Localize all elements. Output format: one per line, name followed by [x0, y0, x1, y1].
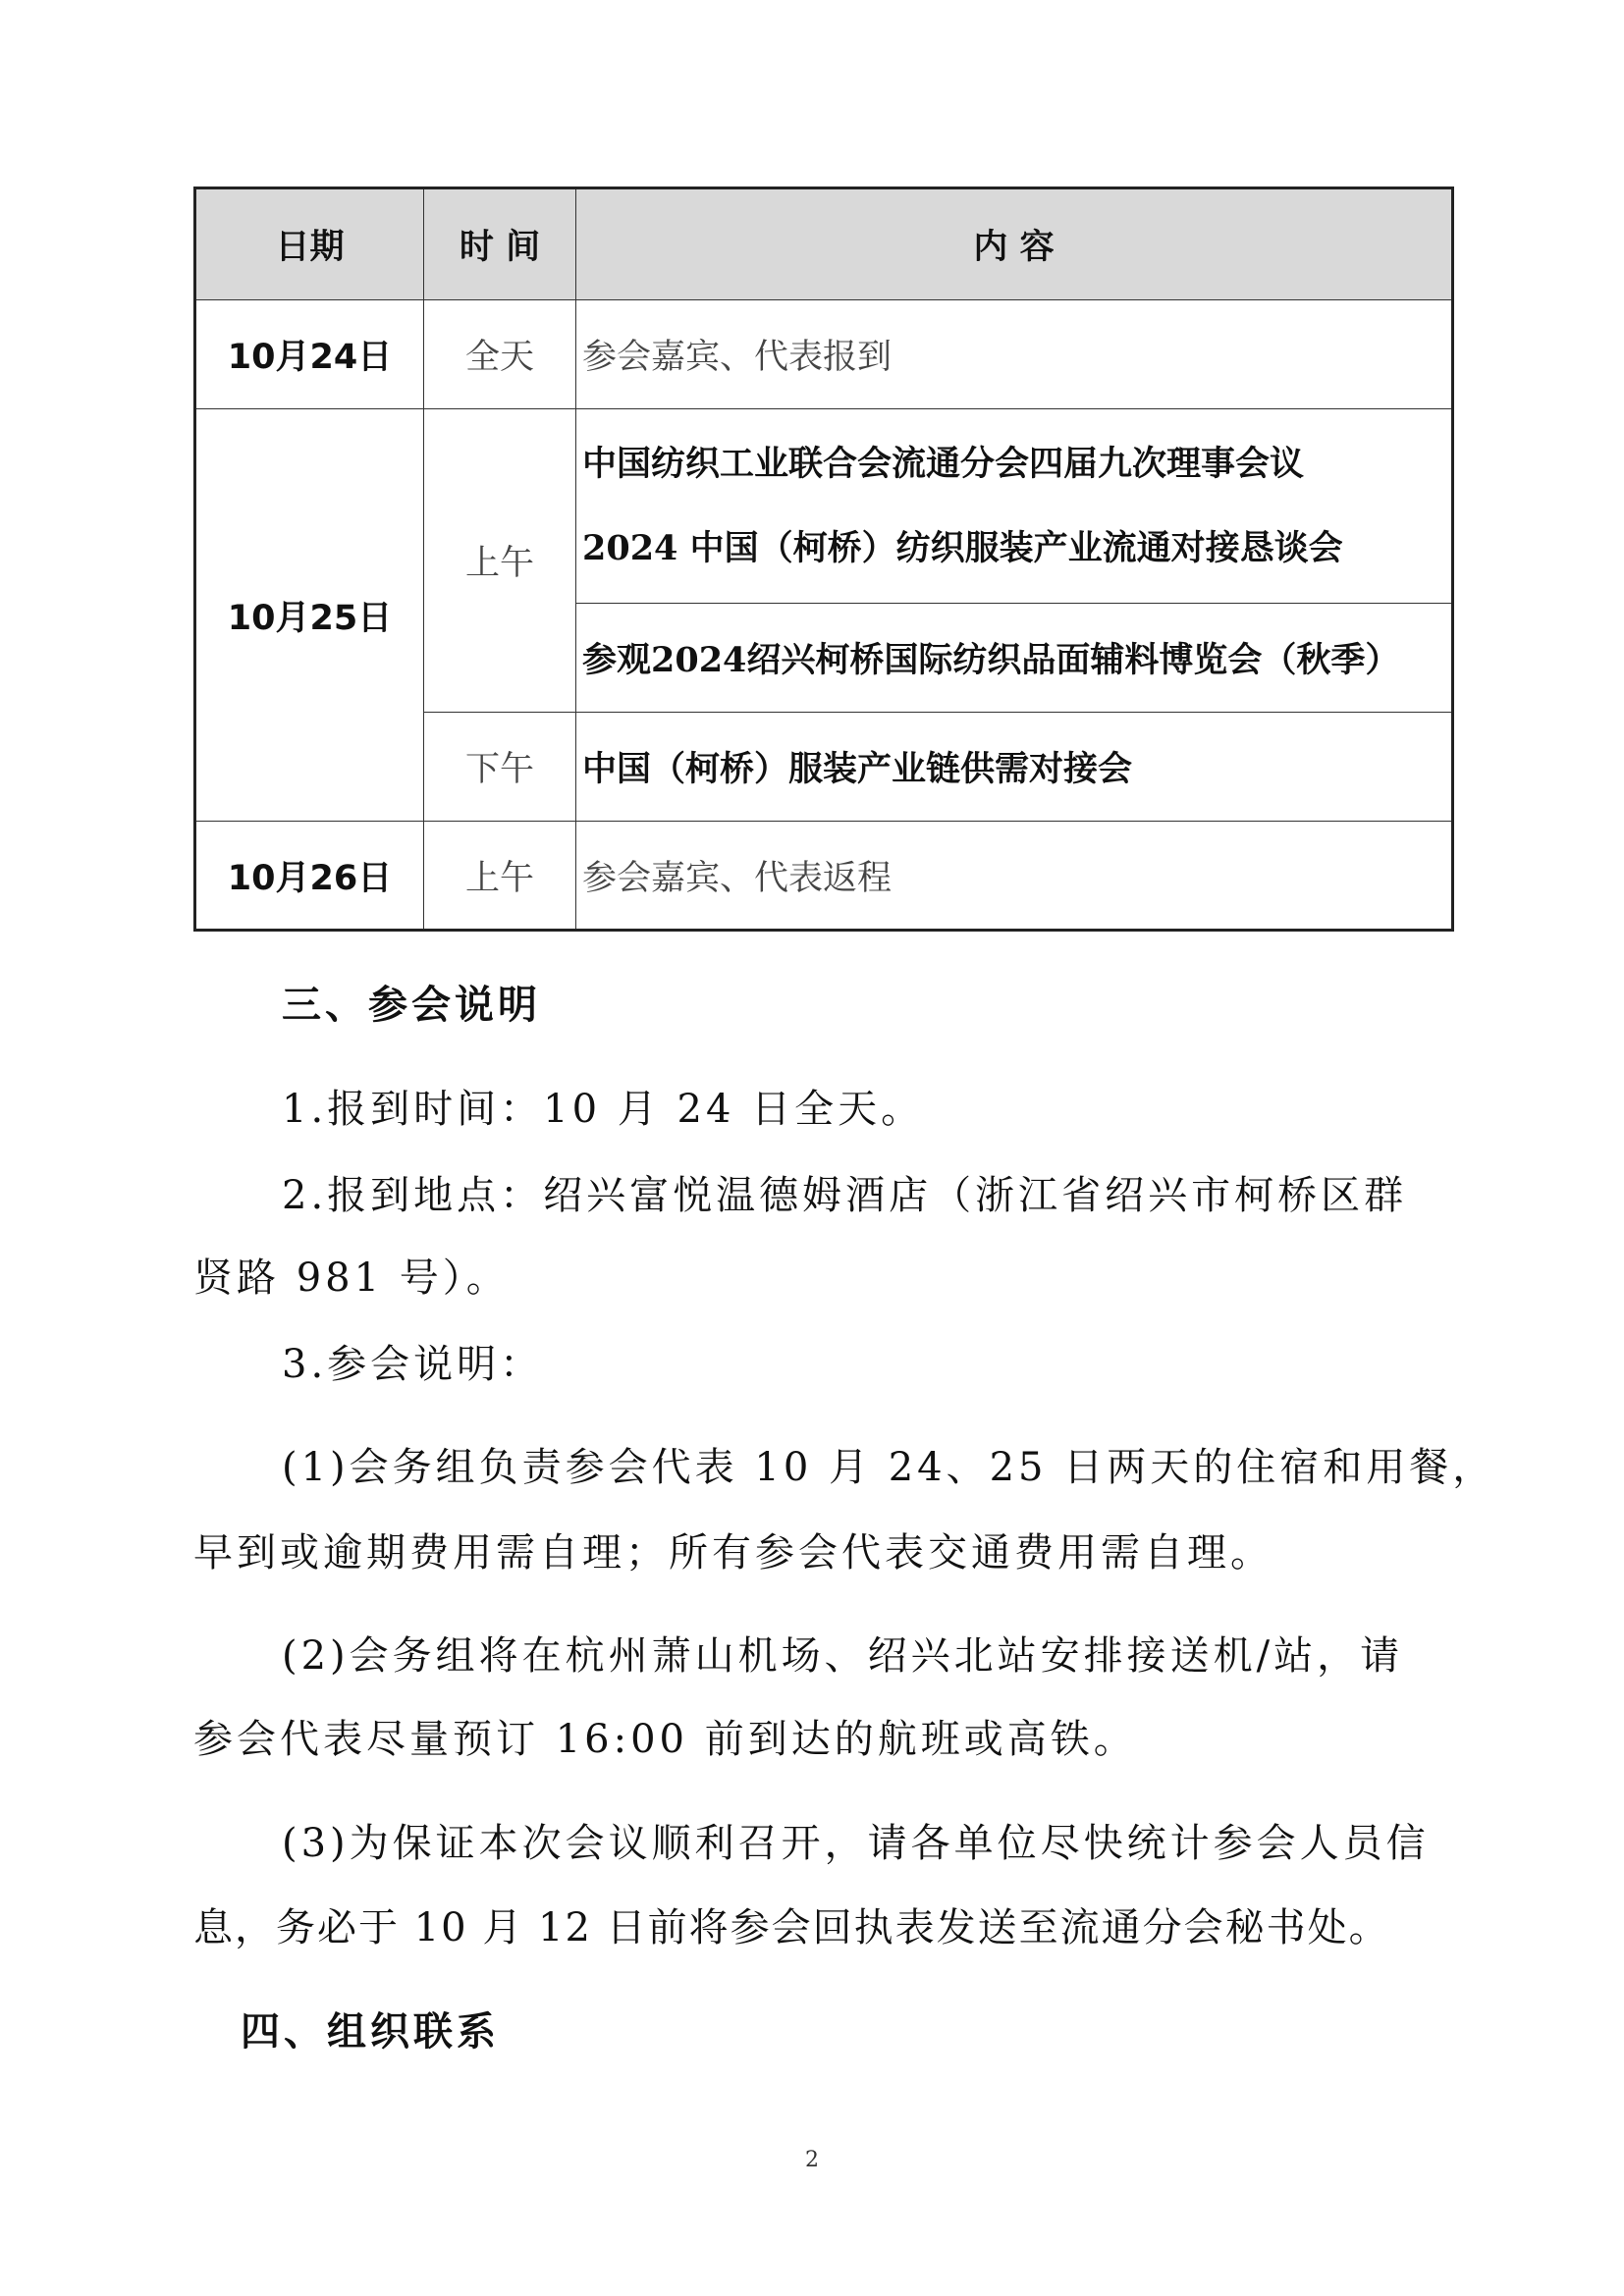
time-cell: 上午	[424, 822, 576, 931]
date-cell: 10月26日	[195, 822, 424, 931]
table-row	[195, 300, 1453, 409]
table-row	[195, 822, 1453, 931]
content-cell: 参观2024绍兴柯桥国际纺织品面辅料博览会（秋季）	[576, 604, 1453, 713]
paragraph: 贤路 981 号）。	[193, 1255, 510, 1301]
paragraph: 息，务必于 10 月 12 日前将参会回执表发送至流通分会秘书处。	[193, 1905, 1390, 1950]
paragraph: 1.报到时间：10 月 24 日全天。	[282, 1087, 925, 1132]
time-cell: 上午	[424, 409, 576, 713]
header-time: 时 间	[424, 188, 576, 300]
section-heading: 三、参会说明	[282, 983, 541, 1028]
paragraph: 参会代表尽量预订 16:00 前到达的航班或高铁。	[193, 1717, 1137, 1762]
paragraph: (2)会务组将在杭州萧山机场、绍兴北站安排接送机/站，请	[282, 1633, 1404, 1679]
page-number: 2	[805, 2148, 819, 2172]
paragraph: (3)为保证本次会议顺利召开，请各单位尽快统计参会人员信	[282, 1821, 1430, 1866]
paragraph: (1)会务组负责参会代表 10 月 24、25 日两天的住宿和用餐，	[282, 1445, 1496, 1490]
time-cell: 全天	[424, 300, 576, 409]
agenda-item: 2024 中国（柯桥）纺织服装产业流通对接恳谈会	[582, 527, 1343, 568]
schedule-table	[193, 187, 1454, 932]
header-date: 日期	[195, 188, 424, 300]
time-cell: 下午	[424, 713, 576, 822]
paragraph: 2.报到地点：绍兴富悦温德姆酒店（浙江省绍兴市柯桥区群	[282, 1173, 1408, 1218]
agenda-item: 中国纺织工业联合会流通分会四届九次理事会议	[582, 443, 1305, 484]
table-header-row	[195, 188, 1453, 300]
content-cell: 参会嘉宾、代表返程	[576, 822, 1453, 931]
paragraph: 3.参会说明：	[282, 1342, 544, 1387]
header-content: 内 容	[576, 188, 1453, 300]
table-row	[195, 409, 1453, 604]
paragraph: 早到或逾期费用需自理；所有参会代表交通费用需自理。	[193, 1530, 1273, 1575]
content-cell: 参会嘉宾、代表报到	[576, 300, 1453, 409]
date-cell: 10月24日	[195, 300, 424, 409]
content-cell	[576, 409, 1453, 604]
section-heading: 四、组织联系	[241, 2009, 500, 2055]
date-cell: 10月25日	[195, 409, 424, 822]
content-cell: 中国（柯桥）服装产业链供需对接会	[576, 713, 1453, 822]
